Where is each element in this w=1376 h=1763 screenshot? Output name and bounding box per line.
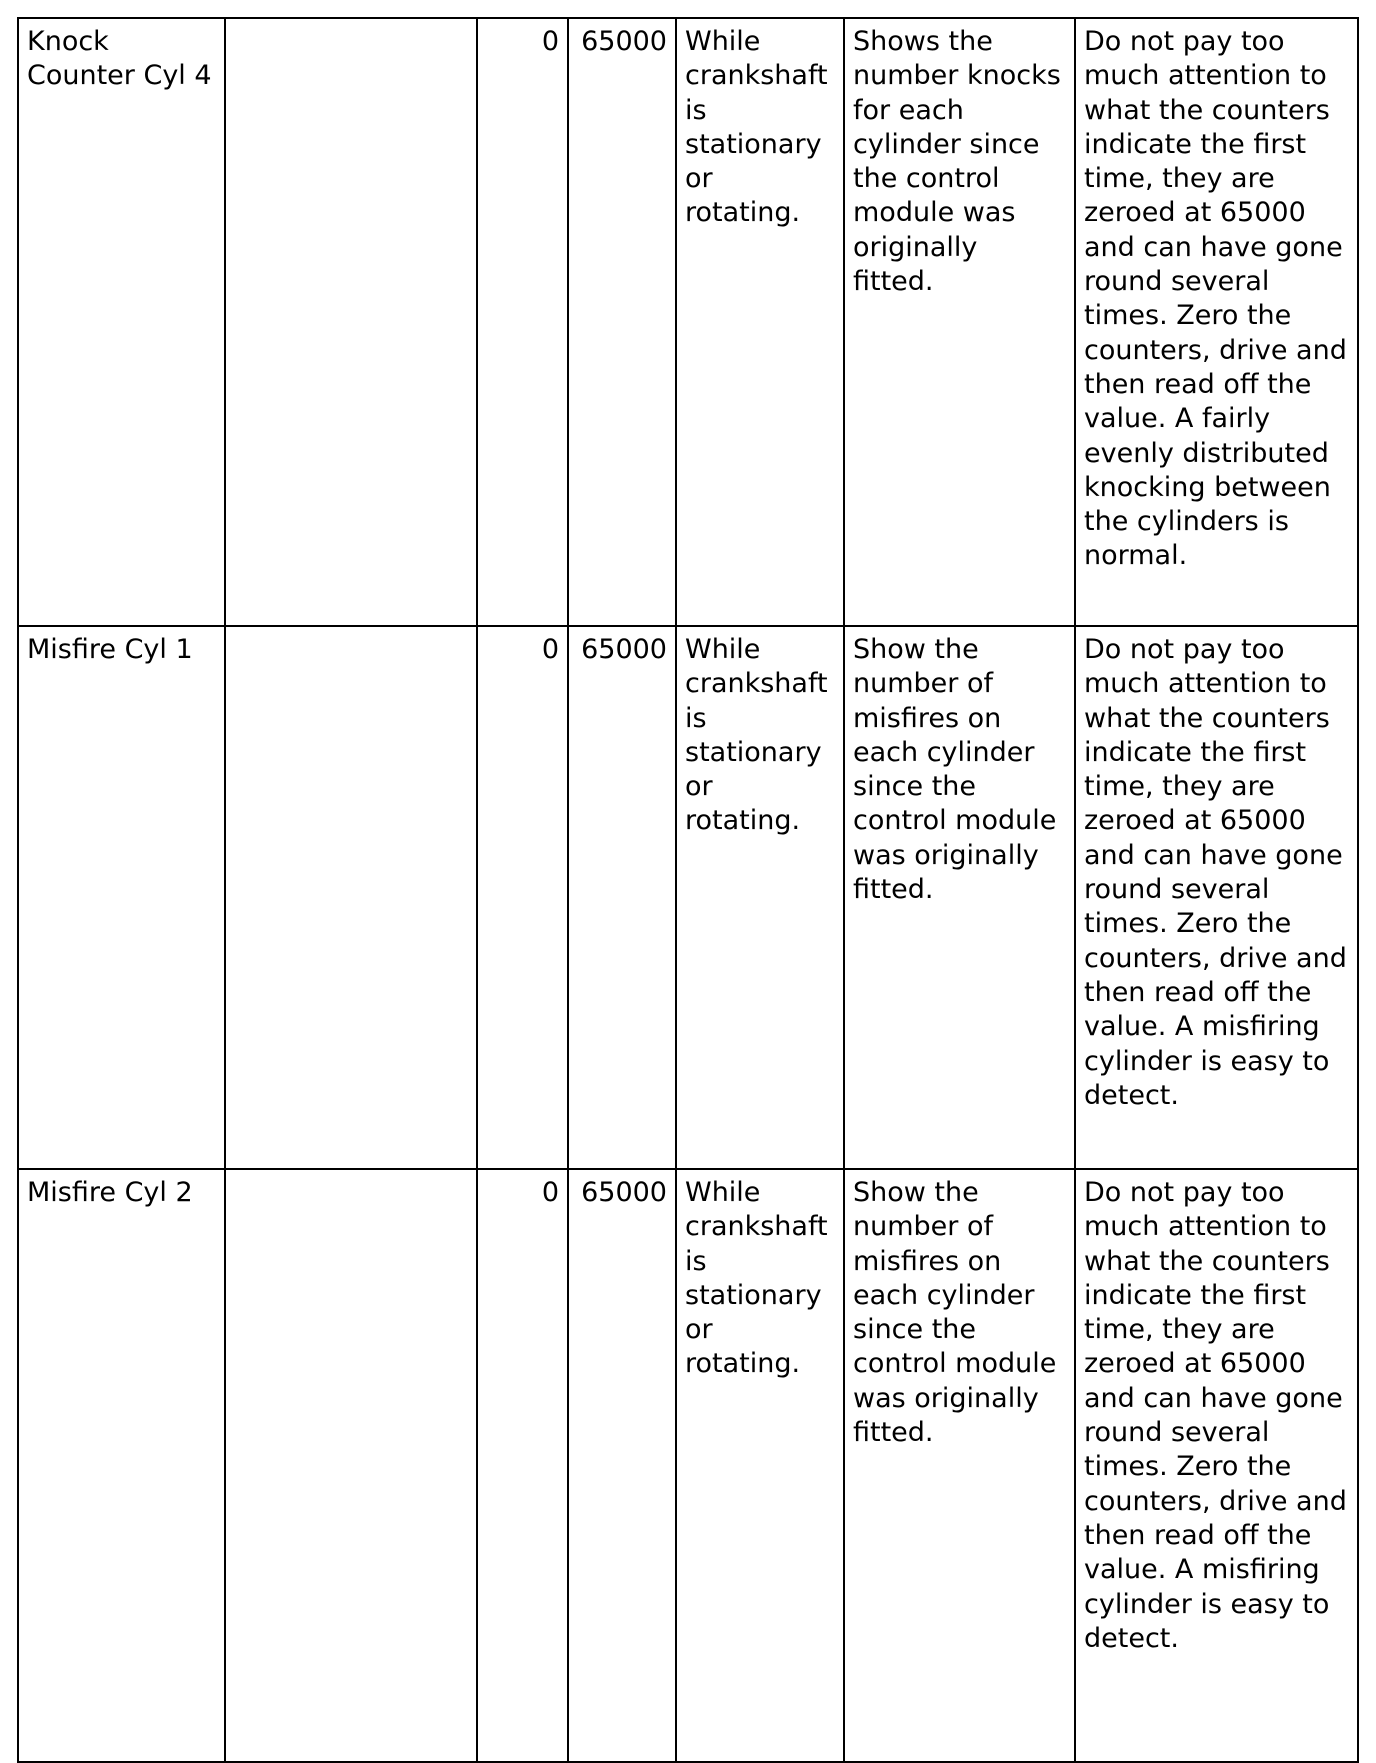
max-value-cell: 65000 <box>568 18 676 626</box>
table-row <box>18 1169 1358 1762</box>
parameter-table <box>17 17 1359 1763</box>
condition-cell: While crankshaft is stationary or rotating. <box>676 626 844 1169</box>
notes-cell: Do not pay too much attention to what the counters indicate the first time, they are zeroed at 65000 and can have gone round several times. Zero the counters, drive and then read off the value. A misfiring cylinder is easy to detect. <box>1075 1169 1358 1762</box>
condition-cell: While crankshaft is stationary or rotating. <box>676 18 844 626</box>
max-value-cell: 65000 <box>568 1169 676 1762</box>
description-cell: Show the number of misfires on each cylinder since the control module was originally fitted. <box>844 626 1075 1169</box>
unit-cell <box>225 1169 477 1762</box>
min-value-cell: 0 <box>477 18 568 626</box>
notes-cell: Do not pay too much attention to what the counters indicate the first time, they are zeroed at 65000 and can have gone round several times. Zero the counters, drive and then read off the value. A misfiring cylinder is easy to detect. <box>1075 626 1358 1169</box>
max-value-cell: 65000 <box>568 626 676 1169</box>
parameter-name-cell: Misfire Cyl 2 <box>18 1169 225 1762</box>
unit-cell <box>225 626 477 1169</box>
description-cell: Shows the number knocks for each cylinder since the control module was originally fitted. <box>844 18 1075 626</box>
table-row <box>18 626 1358 1169</box>
description-cell: Show the number of misfires on each cylinder since the control module was originally fitted. <box>844 1169 1075 1762</box>
parameter-name-cell: Misfire Cyl 1 <box>18 626 225 1169</box>
parameter-name-cell: Knock Counter Cyl 4 <box>18 18 225 626</box>
unit-cell <box>225 18 477 626</box>
condition-cell: While crankshaft is stationary or rotating. <box>676 1169 844 1762</box>
table-row <box>18 18 1358 626</box>
min-value-cell: 0 <box>477 626 568 1169</box>
notes-cell: Do not pay too much attention to what the counters indicate the first time, they are zeroed at 65000 and can have gone round several times. Zero the counters, drive and then read off the value. A fairly evenly distributed knocking between the cylinders is normal. <box>1075 18 1358 626</box>
min-value-cell: 0 <box>477 1169 568 1762</box>
